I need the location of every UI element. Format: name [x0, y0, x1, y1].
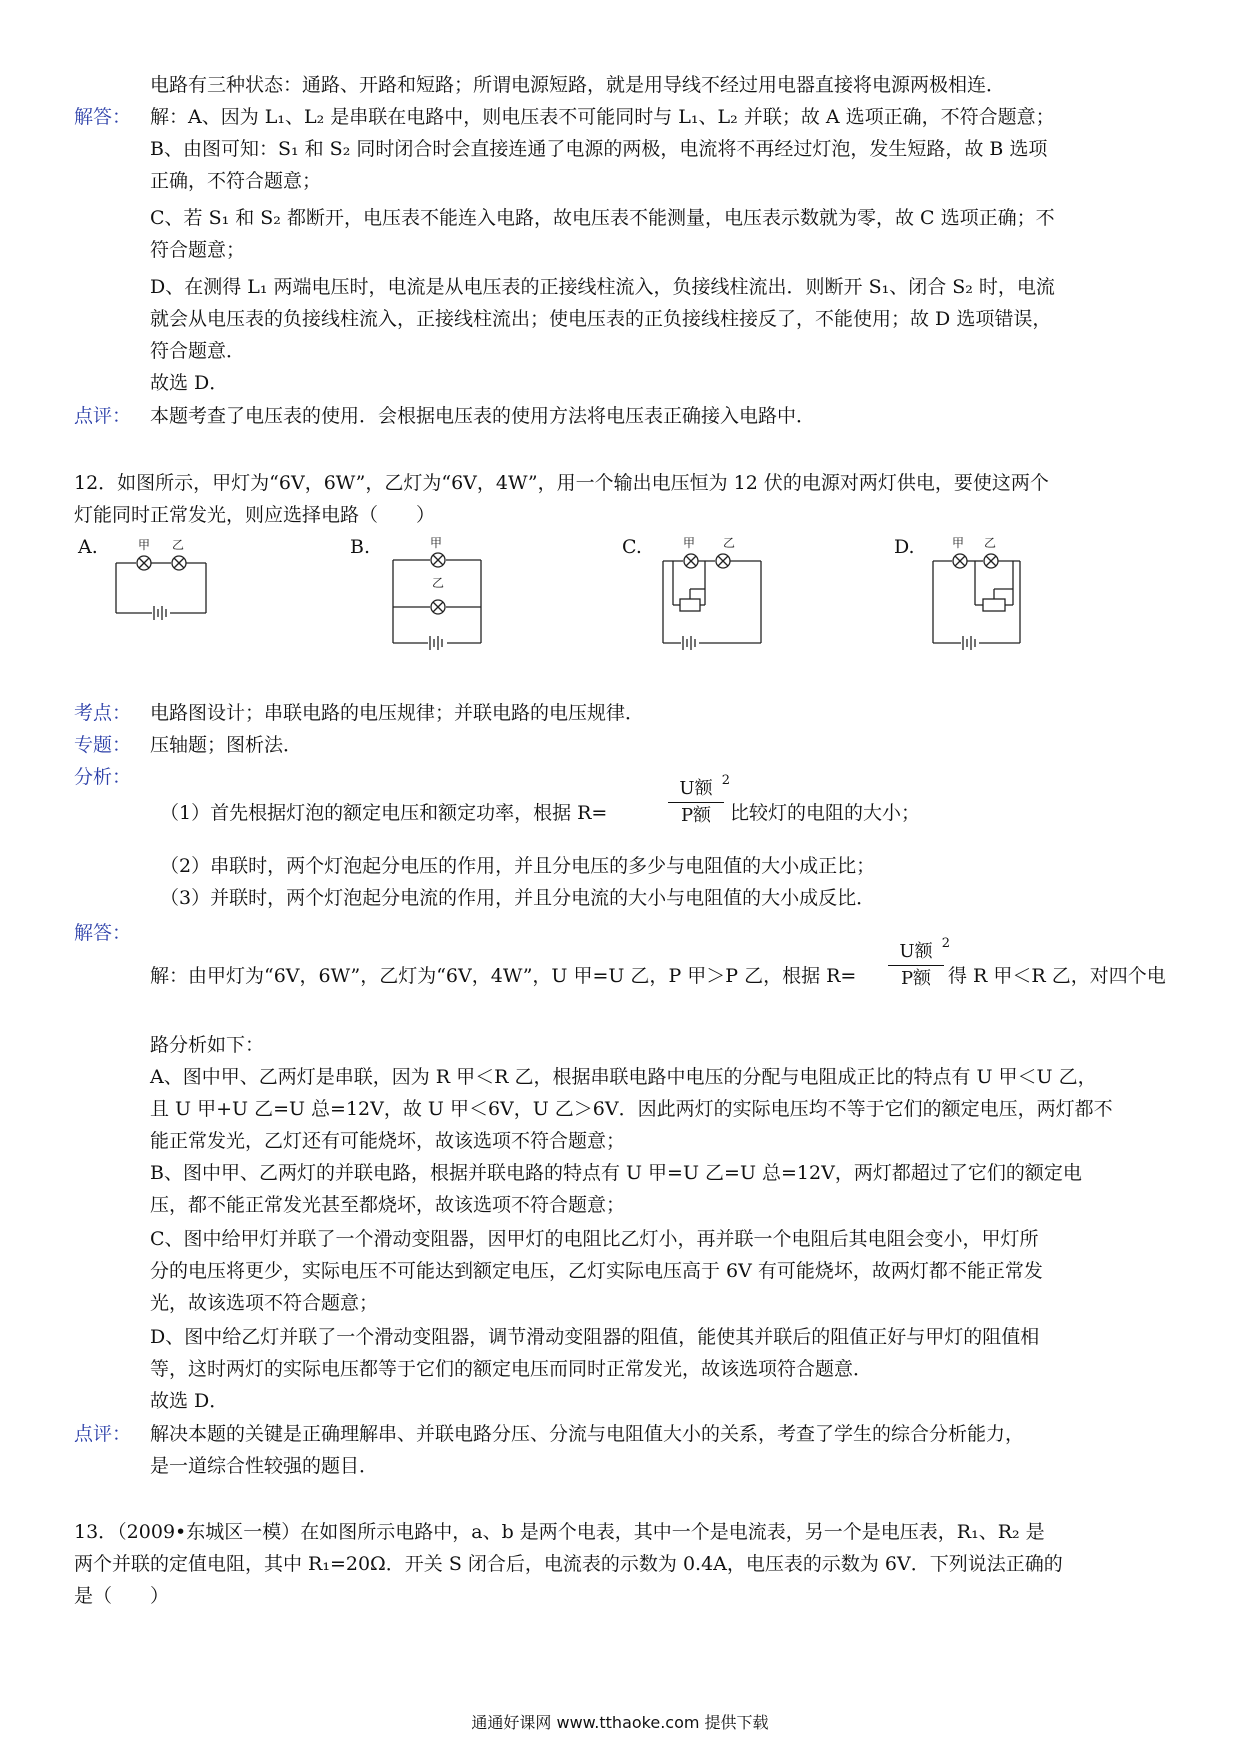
fraction-exponent: 2	[721, 773, 730, 788]
circuit-b-diagram	[385, 535, 505, 650]
lamp-label: 乙	[984, 536, 997, 550]
answer-line: 路分析如下：	[150, 1034, 265, 1056]
answer-line: B、图中甲、乙两灯的并联电路，根据并联电路的特点有 U 甲=U 乙=U 总=12V，两灯都超过了它们的额定电	[150, 1162, 1082, 1184]
formula-fraction	[888, 936, 950, 992]
point-text: 电路图设计；串联电路的电压规律；并联电路的电压规律．	[150, 702, 645, 724]
comment-line: 解决本题的关键是正确理解串、并联电路分压、分流与电阻值大小的关系，考查了学生的综合分析能力，	[150, 1423, 1025, 1445]
answer-line: 压，都不能正常发光甚至都烧坏，故该选项不符合题意；	[150, 1194, 626, 1216]
circuit-a-diagram	[100, 535, 220, 620]
comment-label: 点评：	[74, 405, 132, 427]
lamp-label: 乙	[432, 576, 445, 590]
rheostat-icon	[680, 599, 700, 611]
analysis-line: （3）并联时，两个灯泡起分电流的作用，并且分电流的大小与电阻值的大小成反比．	[160, 887, 876, 909]
q12-stem: 灯能同时正常发光，则应选择电路（ ）	[74, 504, 436, 526]
q13-stem: 13．（2009•东城区一模）在如图所示电路中，a、b 是两个电表，其中一个是电流表，另一个是电压表，R₁、R₂ 是	[74, 1521, 1045, 1543]
answer-line: 解：A、因为 L₁、L₂ 是串联在电路中，则电压表不可能同时与 L₁、L₂ 并联；故 A 选项正确，不符合题意；	[150, 106, 1055, 128]
answer-line: B、由图可知：S₁ 和 S₂ 同时闭合时会直接连通了电源的两极，电流将不再经过灯泡，发生短路，故 B 选项	[150, 138, 1048, 160]
answer-line: 得 R 甲＜R 乙，对四个电	[948, 965, 1166, 987]
answer-line: 等，这时两灯的实际电压都等于它们的额定电压而同时正常发光，故该选项符合题意．	[150, 1358, 873, 1380]
answer-line: 故选 D．	[150, 1390, 229, 1412]
comment-label: 点评：	[74, 1423, 132, 1445]
lamp-label: 甲	[430, 536, 443, 550]
lamp-label: 甲	[683, 536, 696, 550]
answer-line: C、图中给甲灯并联了一个滑动变阻器，因甲灯的电阻比乙灯小，再并联一个电阻后其电阻会变小，甲灯所	[150, 1228, 1039, 1250]
formula-fraction	[668, 773, 730, 829]
battery-icon	[154, 606, 166, 620]
analysis-line: 比较灯的电阻的大小；	[730, 802, 921, 824]
analysis-line: （1）首先根据灯泡的额定电压和额定功率，根据 R=	[160, 802, 608, 824]
circuit-c-diagram	[655, 535, 775, 650]
answer-line: 符合题意；	[150, 239, 246, 261]
option-b-label: B.	[350, 536, 371, 558]
rheostat-icon	[983, 599, 1005, 611]
answer-line: 正确，不符合题意；	[150, 170, 322, 192]
battery-icon	[683, 636, 695, 650]
answer-line: 解：由甲灯为“6V，6W”，乙灯为“6V，4W”，U 甲=U 乙，P 甲＞P 乙，根据 R=	[150, 965, 857, 987]
circuit-d-diagram	[925, 535, 1045, 650]
battery-icon	[963, 636, 975, 650]
fraction-numerator: U额	[679, 778, 713, 799]
answer-line: 且 U 甲+U 乙=U 总=12V，故 U 甲＜6V，U 乙＞6V．因此两灯的实际电压均不等于它们的额定电压，两灯都不	[150, 1098, 1113, 1120]
q12-stem: 12．如图所示，甲灯为“6V，6W”，乙灯为“6V，4W”，用一个输出电压恒为 12 伏的电源对两灯供电，要使这两个	[74, 472, 1049, 494]
answer-label: 解答：	[74, 106, 132, 128]
lamp-label: 乙	[172, 538, 185, 552]
q13-stem: 是（ ）	[74, 1585, 170, 1607]
answer-line: A、图中甲、乙两灯是串联，因为 R 甲＜R 乙，根据串联电路中电压的分配与电阻成正比的特点有 U 甲＜U 乙，	[150, 1066, 1097, 1088]
q13-stem: 两个并联的定值电阻，其中 R₁=20Ω．开关 S 闭合后，电流表的示数为 0.4A，电压表的示数为 6V．下列说法正确的	[74, 1553, 1063, 1575]
fraction-exponent: 2	[941, 936, 950, 951]
answer-label: 解答：	[74, 922, 132, 944]
answer-line: 就会从电压表的负接线柱流入，正接线柱流出；使电压表的正负接线柱接反了，不能使用；故 D 选项错误，	[150, 308, 1052, 330]
footer-credit: 通通好课网 www.tthaoke.com 提供下载	[471, 1713, 769, 1732]
answer-line: 故选 D．	[150, 372, 229, 394]
option-c-label: C.	[622, 536, 642, 558]
topic-text: 压轴题；图析法．	[150, 734, 303, 756]
fraction-denominator: P额	[680, 805, 712, 826]
lamp-label: 甲	[952, 536, 965, 550]
answer-line: 光，故该选项不符合题意；	[150, 1292, 379, 1314]
answer-line: 能正常发光，乙灯还有可能烧坏，故该选项不符合题意；	[150, 1130, 626, 1152]
battery-icon	[430, 636, 442, 650]
fraction-denominator: P额	[900, 968, 932, 989]
lamp-label: 乙	[723, 536, 736, 550]
lamp-label: 甲	[138, 538, 151, 552]
analysis-line: （2）串联时，两个灯泡起分电压的作用，并且分电压的多少与电阻值的大小成正比；	[160, 855, 876, 877]
option-d-label: D.	[894, 536, 915, 558]
answer-line: 符合题意．	[150, 340, 246, 362]
option-a-label: A.	[78, 536, 98, 558]
intro-line: 电路有三种状态：通路、开路和短路；所谓电源短路，就是用导线不经过用电器直接将电源两极相连．	[150, 74, 1006, 96]
answer-line: D、在测得 L₁ 两端电压时，电流是从电压表的正接线柱流入，负接线柱流出．则断开 S₁、闭合 S₂ 时，电流	[150, 276, 1055, 298]
answer-line: 分的电压将更少，实际电压不可能达到额定电压，乙灯实际电压高于 6V 有可能烧坏，故两灯都不能正常发	[150, 1260, 1043, 1282]
analysis-label: 分析：	[74, 766, 132, 788]
point-label: 考点：	[74, 702, 132, 724]
answer-line: C、若 S₁ 和 S₂ 都断开，电压表不能连入电路，故电压表不能测量，电压表示数就为零，故 C 选项正确；不	[150, 207, 1055, 229]
comment-line: 本题考查了电压表的使用．会根据电压表的使用方法将电压表正确接入电路中．	[150, 405, 816, 427]
answer-line: D、图中给乙灯并联了一个滑动变阻器，调节滑动变阻器的阻值，能使其并联后的阻值正好与甲灯的阻值相	[150, 1326, 1040, 1348]
comment-line: 是一道综合性较强的题目．	[150, 1455, 379, 1477]
topic-label: 专题：	[74, 734, 132, 756]
fraction-numerator: U额	[899, 941, 933, 962]
